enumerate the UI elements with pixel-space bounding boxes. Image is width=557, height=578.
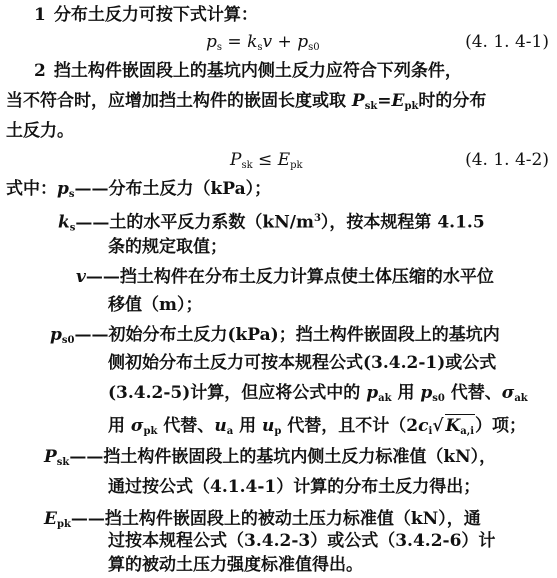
def-ps-text: 分布土反力（kPa）；	[108, 179, 272, 199]
item-2-P: P	[351, 91, 365, 111]
def-ps0-sak: σ	[501, 383, 515, 403]
item-1-number: 1	[34, 5, 46, 25]
eq2-E-sub: pk	[290, 160, 303, 171]
def-Psk-sub: sk	[56, 457, 70, 468]
def-ps0-sak-sub: ak	[514, 393, 528, 404]
def-ps-dash: ——	[74, 179, 109, 199]
def-ps0-up: u	[262, 416, 275, 436]
def-ps0-ci: c	[418, 416, 429, 436]
def-v	[76, 266, 494, 288]
def-Psk	[44, 446, 496, 474]
def-ps0-ps0b-sub: s0	[432, 393, 445, 404]
eq1-ps0-sub: s0	[308, 42, 320, 53]
def-ps0-ua-sub: a	[226, 426, 234, 437]
def-ps0-line-3	[108, 382, 528, 410]
eq1-ks-sub: s	[257, 42, 263, 53]
item-2-P-sub: sk	[364, 101, 378, 112]
def-v-sym: v	[76, 267, 86, 287]
def-v-text-1: 挡土构件在分布土反力计算点使土体压缩的水平位	[119, 267, 494, 287]
def-Epk-dash: ——	[70, 509, 105, 529]
item-1	[34, 4, 258, 26]
def-ps0-text-4d: 代替，且不计（2	[281, 416, 419, 436]
def-ks-sup: 3	[313, 213, 321, 224]
equation-4-1-4-1	[206, 32, 320, 53]
def-ps0-text-1: 初始分布土反力(kPa)；挡土构件嵌固段上的基坑内	[108, 325, 500, 345]
def-ks	[58, 208, 485, 240]
def-ks-text-1b: ），按本规程第 4.1.5	[320, 212, 485, 233]
def-ps-sub: s	[68, 189, 75, 200]
item-2-E-sub: pk	[404, 101, 419, 112]
def-Psk-dash: ——	[69, 447, 104, 467]
def-ps-sym: p	[57, 179, 69, 199]
item-2-number: 2	[34, 61, 46, 81]
equation-number-2: (4. 1. 4-2)	[465, 150, 549, 170]
def-ps	[6, 178, 271, 206]
def-ps0-line-4	[108, 414, 526, 443]
def-v-dash: ——	[85, 267, 120, 287]
def-ps0-sym: p	[50, 325, 62, 345]
item-1-text: 分布土反力可按下式计算：	[53, 5, 258, 25]
item-2-line-3: 土反力。	[6, 121, 74, 141]
def-Psk-sym: P	[44, 447, 57, 467]
def-ps0-spk: σ	[130, 416, 144, 436]
def-ps0	[50, 324, 500, 352]
def-ps0-text-3b: 用	[391, 383, 421, 403]
def-ps0-text-3a: (3.4.2-5)计算，但应将公式中的	[108, 383, 367, 403]
def-ks-text-1: 土的水平反力系数（kN/m	[109, 212, 314, 233]
def-ps0-pak: p	[366, 383, 379, 403]
sqrt-sign: √	[432, 416, 444, 436]
eq2-E: E	[277, 150, 291, 170]
item-2-eq: =	[377, 91, 392, 111]
eq1-ks: k	[247, 32, 258, 52]
eq1-ps-sub: s	[216, 42, 223, 53]
item-2-text-2a: 当不符合时，应增加挡土构件的嵌固长度或取	[6, 91, 352, 111]
def-ps0-text-4a: 用	[108, 416, 131, 436]
def-ps0-ci-sub: i	[428, 426, 433, 437]
def-ps0-sub: s0	[61, 335, 75, 346]
item-2-text-2b: 时的分布	[418, 91, 487, 111]
def-ks-dash: ——	[75, 212, 110, 233]
def-v-line-2: 移值（m）；	[108, 295, 203, 315]
def-ps0-text-4c: 用	[233, 416, 263, 436]
eq1-ps0: p	[297, 32, 309, 52]
def-Epk-text-1: 挡土构件嵌固段上的被动土压力标准值（kN），通	[104, 509, 481, 529]
def-ps0-text-4b: 代替、	[157, 416, 215, 436]
def-ks-sub: s	[69, 222, 76, 234]
eq1-v: v	[262, 32, 273, 52]
def-ps0-dash: ——	[74, 325, 109, 345]
equation-number-1: (4. 1. 4-1)	[465, 32, 549, 52]
item-2-line-1	[34, 60, 462, 82]
eq2-le: ≤	[252, 150, 278, 170]
def-Epk-line-2: 过按本规程公式（3.4.2-3）或公式（3.4.2-6）计	[108, 531, 496, 551]
eq2-P: P	[230, 150, 242, 170]
def-ps0-ua: u	[214, 416, 227, 436]
def-ks-sym: k	[58, 212, 70, 233]
def-ks-line-2: 条的规定取值；	[108, 237, 227, 257]
def-Epk-line-3: 算的被动土压力强度标准值得出。	[108, 555, 363, 575]
def-ps0-Ka-sub: a,i	[460, 426, 475, 437]
def-ps0-up-sub: p	[274, 426, 282, 437]
def-ps0-pak-sub: ak	[378, 393, 392, 404]
eq1-plus: +	[272, 32, 298, 52]
item-2-text-1: 挡土构件嵌固段上的基坑内侧土反力应符合下列条件，	[53, 61, 462, 81]
eq1-equals: =	[222, 32, 248, 52]
def-ps0-ps0b: p	[420, 383, 433, 403]
def-ps0-text-3c: 代替、	[444, 383, 502, 403]
def-Psk-text-1: 挡土构件嵌固段上的基坑内侧土反力标准值（kN），	[103, 447, 497, 467]
sqrt-radicand	[445, 414, 476, 443]
def-ps0-line-2: 侧初始分布土反力可按本规程公式(3.4.2-1)或公式	[108, 353, 497, 373]
def-ps0-spk-sub: pk	[143, 426, 158, 437]
item-2-line-2	[6, 90, 486, 118]
def-ps0-text-4e: ）项；	[475, 416, 527, 436]
item-2-E: E	[391, 91, 405, 111]
def-Epk-sym: E	[44, 509, 57, 529]
def-ps0-Ka: K	[445, 416, 461, 436]
eq1-ps: p	[206, 32, 217, 52]
def-Epk-sub: pk	[56, 519, 71, 530]
def-Psk-line-2: 通过按公式（4.1.4-1）计算的分布土反力得出；	[108, 477, 481, 497]
defs-intro: 式中：	[6, 179, 57, 199]
equation-4-1-4-2	[230, 150, 303, 171]
eq2-P-sub: sk	[241, 160, 253, 171]
